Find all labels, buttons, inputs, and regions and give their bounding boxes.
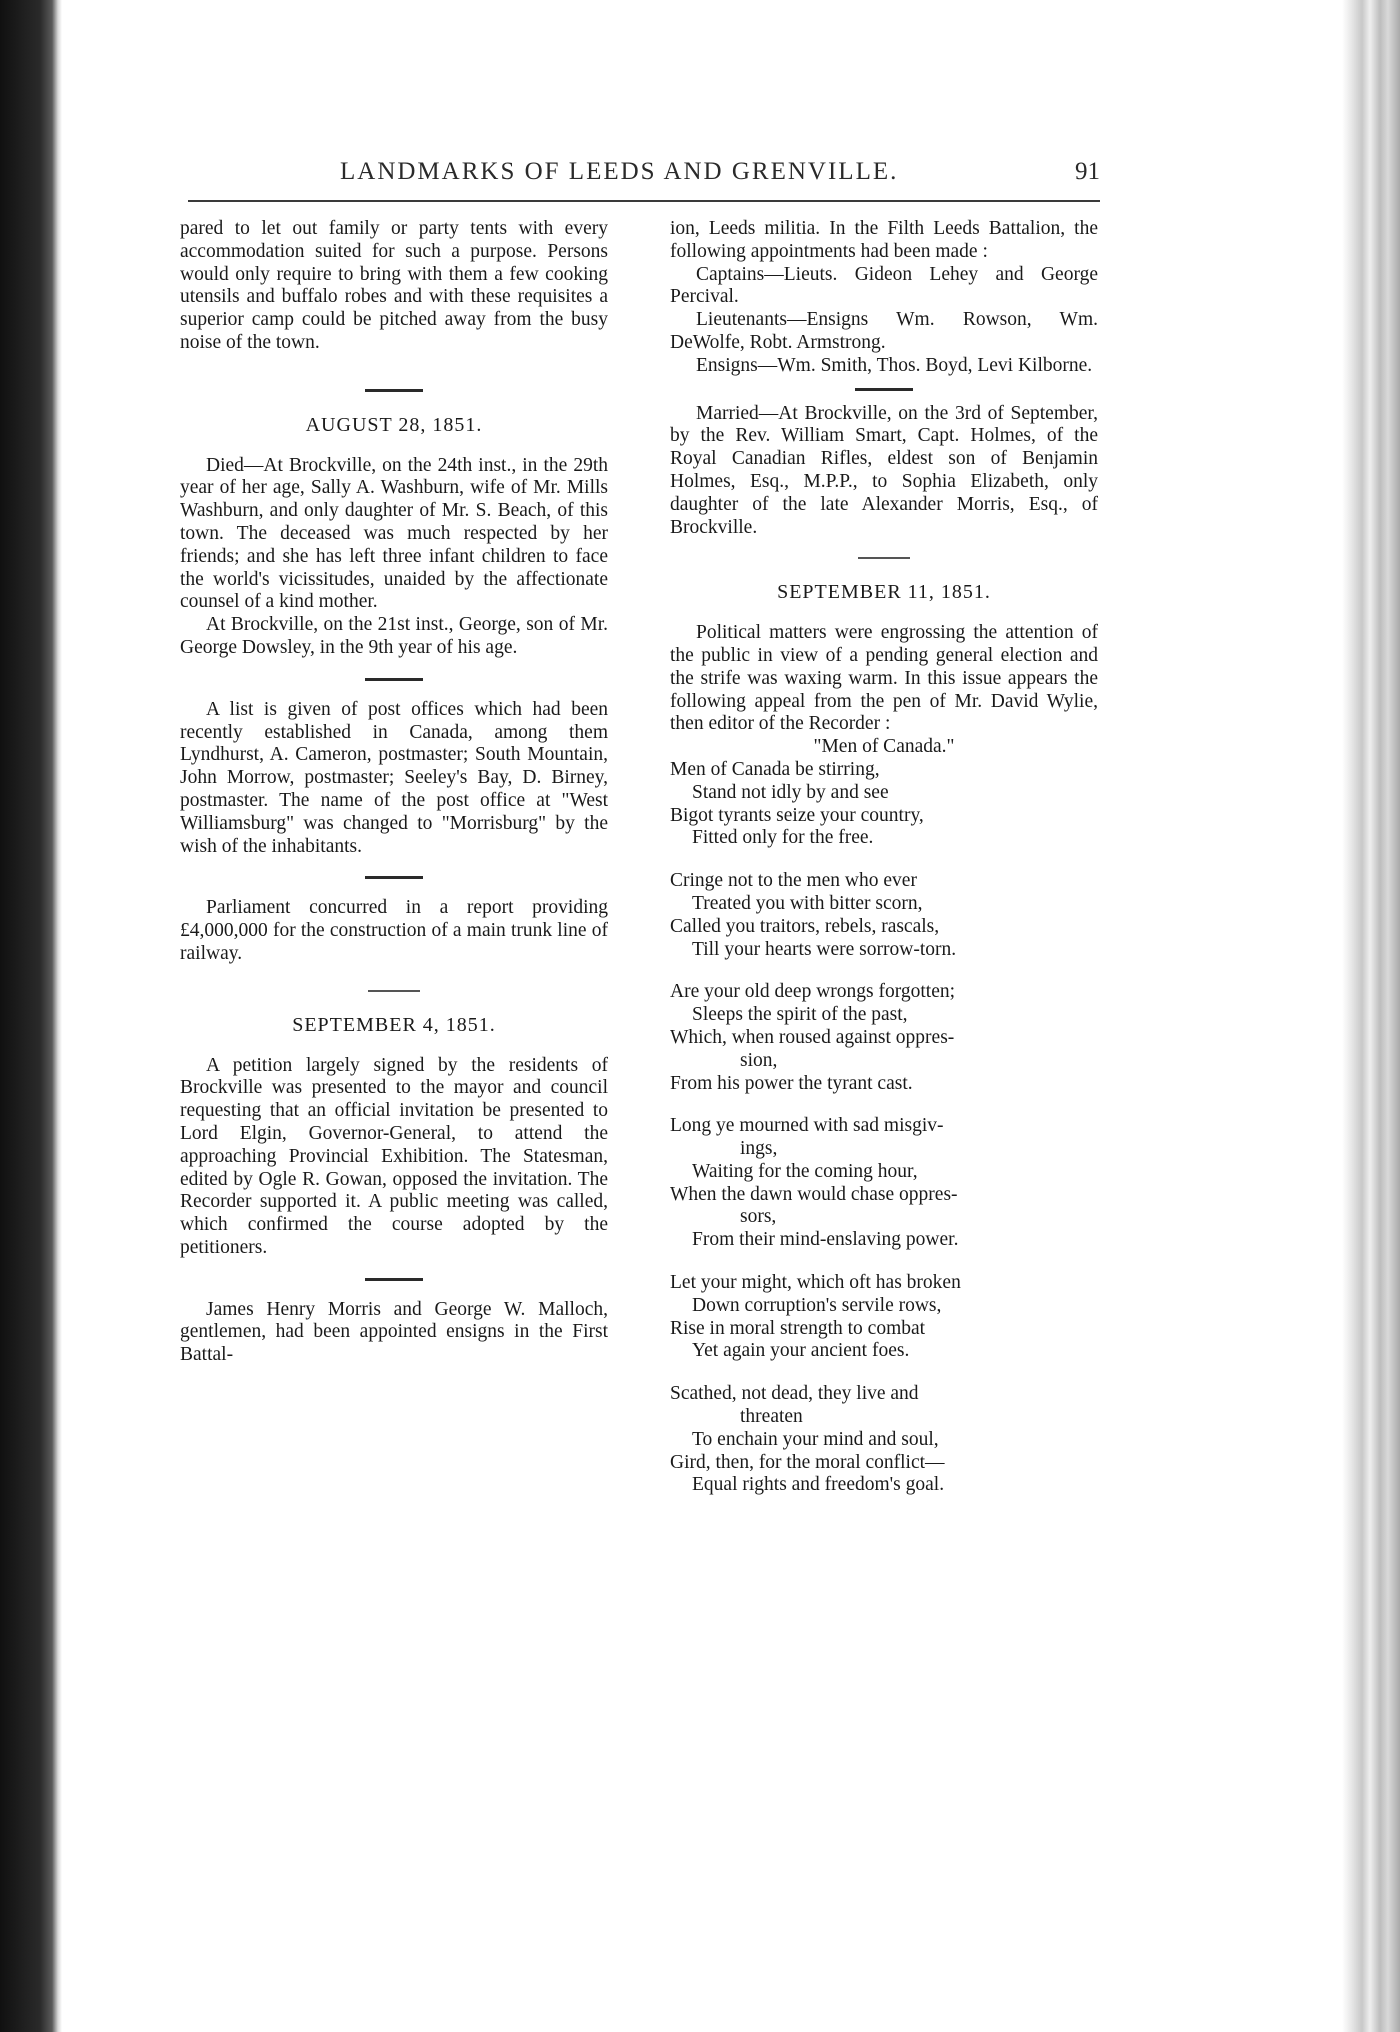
poem-line: threaten xyxy=(740,1406,803,1428)
paragraph: Captains—Lieuts. Gideon Lehey and George Percival. xyxy=(670,263,1098,308)
left-column xyxy=(180,218,608,1367)
poem-line: Which, when roused against oppres- xyxy=(670,1026,955,1048)
poem-line: Treated you with bitter scorn, xyxy=(692,892,923,914)
poem-line: To enchain your mind and soul, xyxy=(692,1428,939,1450)
paragraph: Married—At Brockville, on the 3rd of September, by the Rev. William Smart, Capt. Holmes, of the Royal Canadian Rifles, eldest son of Benjamin Holmes, Esq., M.P.P., to Sophia Elizabeth, only daughter of the late Alexander Morris, Esq., of Brockville. xyxy=(670,402,1098,538)
poem-line: Waiting for the coming hour, xyxy=(692,1160,918,1182)
poem-line: Bigot tyrants seize your country, xyxy=(670,804,924,826)
page-header xyxy=(188,158,1100,198)
section-separator xyxy=(365,876,423,879)
poem-line: Till your hearts were sorrow-torn. xyxy=(692,938,957,960)
poem-line: Rise in moral strength to combat xyxy=(670,1317,926,1339)
poem-title: "Men of Canada." xyxy=(813,736,955,758)
paragraph: Lieutenants—Ensigns Wm. Rowson, Wm. DeWolfe, Robt. Armstrong. xyxy=(670,309,1098,353)
poem-line: Yet again your ancient foes. xyxy=(692,1340,910,1362)
dateline: SEPTEMBER 4, 1851. xyxy=(292,1013,496,1036)
paragraph: Died—At Brockville, on the 24th inst., in the 29th year of her age, Sally A. Washburn, wife of Mr. Mills Washburn, and only daughter of Mr. S. Beach, of this town. The deceased was much respected by her friends; and she has left three infant children to face the world's vicissitudes, unaided by the affectionate counsel of a kind mother. xyxy=(180,454,608,613)
paragraph: pared to let out family or party tents with every accommodation suited for such a purpose. Persons would only require to bring with them a few cooking utensils and buffalo robes and with these requisites a superior camp could be pitched away from the busy noise of the town. xyxy=(180,218,608,353)
section-separator xyxy=(365,678,423,681)
paragraph: A petition largely signed by the residents of Brockville was presented to the mayor and council requesting that an official invitation be presented to Lord Elgin, Governor-General, to attend the approaching Provincial Exhibition. The Statesman, edited by Ogle R. Gowan, opposed the invitation. The Recorder supported it. A public meeting was called, which confirmed the course adopted by the petitioners. xyxy=(180,1054,608,1258)
poem-line: sors, xyxy=(740,1206,777,1228)
paragraph: At Brockville, on the 21st inst., George, son of Mr. George Dowsley, in the 9th year of his age. xyxy=(180,614,608,658)
section-separator xyxy=(855,388,913,391)
poem-stanza xyxy=(670,981,1098,1095)
poem-line: From their mind-enslaving power. xyxy=(692,1229,959,1251)
poem-stanza xyxy=(670,1115,1098,1252)
poem-line: Down corruption's servile rows, xyxy=(692,1294,942,1316)
poem-line: Gird, then, for the moral conflict— xyxy=(670,1451,945,1473)
paragraph: A list is given of post offices which had been recently established in Canada, among them Lyndhurst, A. Cameron, postmaster; South Mountain, John Morrow, postmaster; Seeley's Bay, D. Birney, postmaster. The name of the post office at "West Williamsburg" was changed to "Morrisburg" by the wish of the inhabitants. xyxy=(180,698,608,857)
poem-line: Fitted only for the free. xyxy=(692,827,874,849)
poem-line: Called you traitors, rebels, rascals, xyxy=(670,915,940,937)
paragraph: Political matters were engrossing the attention of the public in view of a pending general election and the strife was waxing warm. In this issue appears the following appeal from the pen of Mr. David Wylie, then editor of the Recorder : xyxy=(670,622,1098,735)
section-separator xyxy=(365,389,423,392)
poem-line: sion, xyxy=(740,1049,778,1071)
section-separator xyxy=(858,557,910,559)
poem-line: From his power the tyrant cast. xyxy=(670,1072,913,1094)
header-rule xyxy=(188,200,1100,202)
paragraph: James Henry Morris and George W. Malloch, gentlemen, had been appointed ensigns in the First Battal- xyxy=(180,1298,608,1366)
poem-line: Equal rights and freedom's goal. xyxy=(692,1474,945,1496)
paragraph: Parliament concurred in a report providing £4,000,000 for the construction of a main trunk line of railway. xyxy=(180,897,608,964)
running-head: LANDMARKS OF LEEDS AND GRENVILLE. xyxy=(340,158,899,185)
paragraph: ion, Leeds militia. In the Filth Leeds Battalion, the following appointments had been made : xyxy=(670,218,1098,262)
poem-line: Men of Canada be stirring, xyxy=(670,758,880,780)
poem-line: ings, xyxy=(740,1138,778,1160)
poem-line: Let your might, which oft has broken xyxy=(670,1272,961,1294)
paragraph: Ensigns—Wm. Smith, Thos. Boyd, Levi Kilborne. xyxy=(696,354,1093,376)
section-separator xyxy=(365,1278,423,1281)
page-number: 91 xyxy=(1075,158,1100,185)
right-column xyxy=(670,218,1098,1517)
poem-line: Stand not idly by and see xyxy=(692,781,889,803)
poem-line: Cringe not to the men who ever xyxy=(670,870,917,892)
poem-line: Are your old deep wrongs forgotten; xyxy=(670,981,956,1003)
dateline: SEPTEMBER 11, 1851. xyxy=(777,581,991,604)
poem-stanza xyxy=(670,759,1098,850)
poem-stanza xyxy=(670,870,1098,961)
poem-line: Long ye mourned with sad misgiv- xyxy=(670,1115,944,1137)
poem-line: Sleeps the spirit of the past, xyxy=(692,1004,908,1026)
poem-stanza xyxy=(670,1272,1098,1363)
section-separator xyxy=(368,990,420,992)
poem-stanza xyxy=(670,1383,1098,1497)
poem-line: Scathed, not dead, they live and xyxy=(670,1383,919,1405)
dateline: AUGUST 28, 1851. xyxy=(305,413,483,436)
poem-line: When the dawn would chase oppres- xyxy=(670,1183,958,1205)
